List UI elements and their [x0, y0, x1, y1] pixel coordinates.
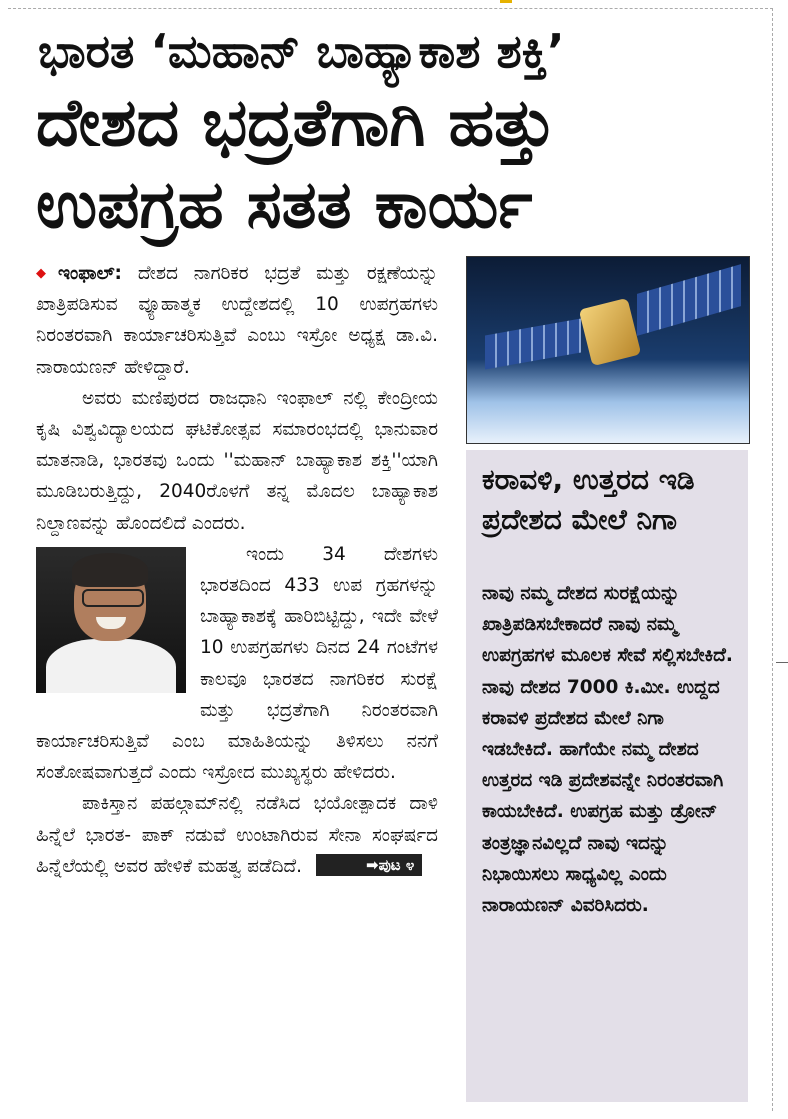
- dateline: [36, 263, 122, 284]
- article-paragraph: [36, 788, 438, 882]
- crop-mark: [776, 662, 788, 663]
- diamond-icon: ◆: [36, 266, 56, 281]
- satellite-body: [579, 298, 642, 366]
- sidebar-heading: ಕರಾವಳಿ, ಉತ್ತರದ ಇಡಿ ಪ್ರದೇಶದ ಮೇಲೆ ನಿಗಾ: [482, 463, 695, 536]
- portrait-photo: [36, 547, 186, 693]
- kicker: ಭಾರತ ‘ಮಹಾನ್ ಬಾಹ್ಯಾಕಾಶ ಶಕ್ತಿ’: [38, 24, 565, 78]
- paragraph-3: ಇಂದು 34 ದೇಶಗಳು ಭಾರತದಿಂದ 433 ಉಪ ಗ್ರಹಗಳನ್ನು ಬಾಹ್ಯಾಕಾಶಕ್ಕೆ ಹಾರಿಬಿಟ್ಟಿದ್ದು, ಇದೇ ವೇಳೆ 10 ಉಪಗ್ರಹಗಳು ದಿನದ 24 ಗಂಟೆಗಳ ಕಾಲವೂ ಭಾರತದ ನಾಗರಿಕರ ಸುರಕ್ಷೆ ಮತ್ತು ಭದ್ರತೆಗಾಗಿ ನಿರಂತರವಾಗಿ ಕಾರ್ಯಾಚರಿಸುತ್ತಿವೆ ಎಂಬ ಮಾಹಿತಿಯನ್ನು ತಿಳಿಸಲು ನನಗೆ ಸಂತೋಷವಾಗುತ್ತದೆ ಎಂದು ಇಸ್ರೋದ ಮುಖ್ಯಸ್ಥರು ಹೇಳಿದರು.: [36, 543, 438, 784]
- article-paragraph: [36, 258, 438, 383]
- headline: ದೇಶದ ಭದ್ರತೆಗಾಗಿ ಹತ್ತು ಉಪಗ್ರಹ ಸತತ ಕಾರ್ಯ: [36, 84, 556, 243]
- dateline-text: ಇಂಫಾಲ್:: [57, 263, 122, 284]
- registration-mark: [500, 0, 512, 3]
- article-body: [36, 258, 438, 882]
- continued-on-page: ➡ಪುಟ ೪: [316, 854, 422, 876]
- satellite-photo: [466, 256, 750, 444]
- paragraph-2: ಅವರು ಮಣಿಪುರದ ರಾಜಧಾನಿ ಇಂಫಾಲ್ ನಲ್ಲಿ ಕೇಂದ್ರೀಯ ಕೃಷಿ ವಿಶ್ವವಿದ್ಯಾಲಯದ ಘಟಿಕೋತ್ಸವ ಸಮಾರಂಭದಲ್ಲಿ ಭಾನುವಾರ ಮಾತನಾಡಿ, ಭಾರತವು ಒಂದು ''ಮಹಾನ್ ಬಾಹ್ಯಾಕಾಶ ಶಕ್ತಿ''ಯಾಗಿ ಮೂಡಿಬರುತ್ತಿದ್ದು, 2040ರೊಳಗೆ ತನ್ನ ಮೊದಲ ಬಾಹ್ಯಾಕಾಶ ನಿಲ್ದಾಣವನ್ನು ಹೊಂದಲಿದೆ ಎಂದರು.: [36, 387, 438, 534]
- paragraph-4: ಪಾಕಿಸ್ತಾನ ಪಹಲ್ಗಾಮ್‌ನಲ್ಲಿ ನಡೆಸಿದ ಭಯೋತ್ಪಾದಕ ದಾಳಿ ಹಿನ್ನೆಲೆ ಭಾರತ- ಪಾಕ್ ನಡುವೆ ಉಂಟಾಗಿರುವ ಸೇನಾ ಸಂಘರ್ಷದ ಹಿನ್ನೆಲೆಯಲ್ಲಿ ಅವರ ಹೇಳಿಕೆ ಮಹತ್ವ ಪಡೆದಿದೆ.: [36, 793, 438, 877]
- solar-panel-left: [485, 319, 581, 370]
- sidebar-box: [466, 450, 748, 1102]
- paragraph-1: ದೇಶದ ನಾಗರಿಕರ ಭದ್ರತೆ ಮತ್ತು ರಕ್ಷಣೆಯನ್ನು ಖಾತ್ರಿಪಡಿಸುವ ವ್ಯೂಹಾತ್ಮಕ ಉದ್ದೇಶದಲ್ಲಿ 10 ಉಪಗ್ರಹಗಳು ನಿರಂತರವಾಗಿ ಕಾರ್ಯಾಚರಿಸುತ್ತಿವೆ ಎಂಬು ಇಸ್ರೋ ಅಧ್ಯಕ್ಷ ಡಾ.ವಿ. ನಾರಾಯಣನ್ ಹೇಳಿದ್ದಾರೆ.: [36, 263, 438, 378]
- article-paragraph: [36, 383, 438, 539]
- sidebar-text: ನಾವು ನಮ್ಮ ದೇಶದ ಸುರಕ್ಷೆಯನ್ನು ಖಾತ್ರಿಪಡಿಸಬೇಕಾದರೆ ನಾವು ನಮ್ಮ ಉಪಗ್ರಹಗಳ ಮೂಲಕ ಸೇವೆ ಸಲ್ಲಿಸಬೇಕಿದೆ. ನಾವು ದೇಶದ 7000 ಕಿ.ಮೀ. ಉದ್ದದ ಕರಾವಳಿ ಪ್ರದೇಶದ ಮೇಲೆ ನಿಗಾ ಇಡಬೇಕಿದೆ. ಹಾಗೆಯೇ ನಮ್ಮ ದೇಶದ ಉತ್ತರದ ಇಡಿ ಪ್ರದೇಶವನ್ನೇ ನಿರಂತರವಾಗಿ ಕಾಯಬೇಕಿದೆ. ಉಪಗ್ರಹ ಮತ್ತು ಡ್ರೋನ್ ತಂತ್ರಜ್ಞಾನವಿಲ್ಲದೆ ನಾವು ಇದನ್ನು ನಿಭಾಯಿಸಲು ಸಾಧ್ಯವಿಲ್ಲ ಎಂದು ನಾರಾಯಣನ್ ವಿವರಿಸಿದರು.: [482, 583, 733, 917]
- sidebar-body: [482, 578, 740, 921]
- solar-panel-right: [637, 264, 741, 336]
